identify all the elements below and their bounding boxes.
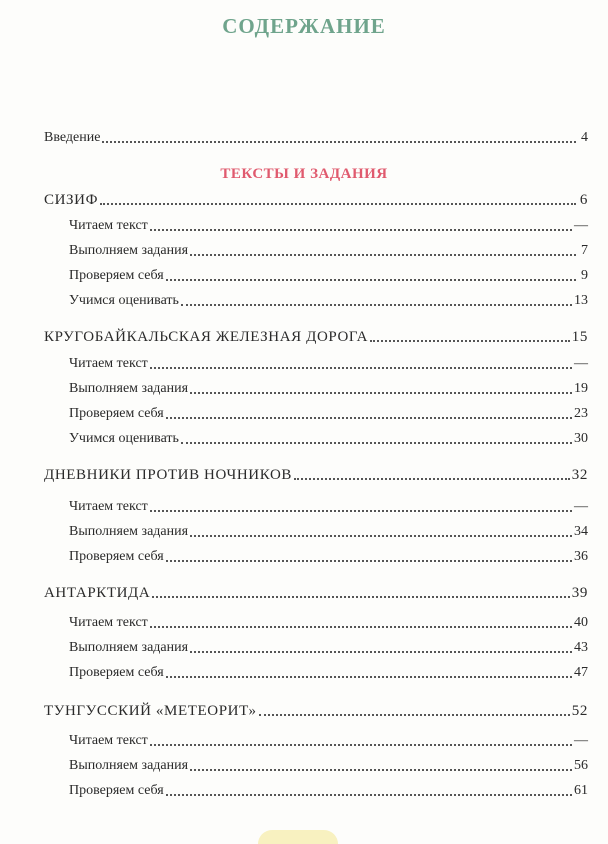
toc-entry-label: Читаем текст (69, 615, 148, 630)
toc-entry[interactable] (69, 266, 588, 286)
toc-entry[interactable] (69, 404, 588, 424)
toc-entry-label: Выполняем задания (69, 758, 189, 773)
toc-entry[interactable] (69, 216, 588, 236)
toc-chapter-page: 32 (571, 467, 588, 483)
dot-leader (190, 650, 572, 653)
dot-leader (100, 202, 576, 205)
toc-entry-page: — (574, 218, 588, 233)
toc-entry-page: 47 (574, 665, 588, 680)
dot-leader (150, 228, 572, 231)
toc-entry-page: 13 (574, 293, 588, 308)
toc-entry-intro[interactable] (44, 128, 588, 148)
toc-entry[interactable] (69, 756, 588, 776)
toc-entry-page: — (574, 499, 588, 514)
toc-entry[interactable] (69, 429, 588, 449)
toc-entry-label: Читаем текст (69, 499, 148, 514)
toc-entry-label: Проверяем себя (69, 268, 164, 283)
dot-leader (190, 768, 572, 771)
toc-entry-page: — (574, 356, 588, 371)
dot-leader (166, 675, 572, 678)
toc-entry-label: Читаем текст (69, 356, 148, 371)
toc-entry-label: Учимся оценивать (69, 431, 179, 446)
page-tab-decoration (258, 830, 338, 844)
toc-entry[interactable] (69, 354, 588, 374)
dot-leader (190, 534, 572, 537)
toc-chapter-page: 6 (579, 192, 588, 208)
dot-leader (370, 339, 570, 342)
dot-leader (166, 559, 572, 562)
section-title: ТЕКСТЫ И ЗАДАНИЯ (220, 166, 388, 182)
toc-chapter-page: 39 (571, 585, 588, 601)
dot-leader (166, 793, 572, 796)
toc-chapter-label: ТУНГУССКИЙ «МЕТЕОРИТ» (44, 703, 257, 719)
toc-entry[interactable] (69, 547, 588, 567)
page-title: СОДЕРЖАНИЕ (222, 14, 386, 38)
toc-entry[interactable] (69, 613, 588, 633)
toc-chapter[interactable] (44, 327, 588, 347)
toc-entry[interactable] (69, 241, 588, 261)
toc-entry[interactable] (69, 663, 588, 683)
toc-chapter[interactable] (44, 583, 588, 603)
toc-entry-page: 34 (574, 524, 588, 539)
toc-entry-label: Учимся оценивать (69, 293, 179, 308)
toc-entry-page: 36 (574, 549, 588, 564)
toc-entry-page: 7 (581, 243, 588, 258)
toc-chapter-label: АНТАРКТИДА (44, 585, 151, 601)
dot-leader (150, 509, 572, 512)
dot-leader (150, 625, 572, 628)
toc-entry-page: 30 (574, 431, 588, 446)
toc-entry-label: Проверяем себя (69, 665, 164, 680)
toc-entry[interactable] (69, 781, 588, 801)
dot-leader (190, 391, 572, 394)
toc-chapter-label: ДНЕВНИКИ ПРОТИВ НОЧНИКОВ (44, 467, 292, 483)
toc-entry-page: 23 (574, 406, 588, 421)
toc-chapter[interactable] (44, 465, 588, 485)
toc-entry-page: 9 (581, 268, 588, 283)
toc-entry-page: 43 (574, 640, 588, 655)
toc-entry-page: 4 (581, 130, 588, 145)
toc-chapter[interactable] (44, 701, 588, 721)
toc-entry-label: Проверяем себя (69, 783, 164, 798)
toc-entry-label: Выполняем задания (69, 640, 189, 655)
dot-leader (181, 441, 572, 444)
toc-chapter[interactable] (44, 190, 588, 210)
toc-entry-label: Выполняем задания (69, 524, 189, 539)
toc-entry-label: Выполняем задания (69, 243, 189, 258)
toc-entry[interactable] (69, 379, 588, 399)
toc-entry-label: Читаем текст (69, 733, 148, 748)
toc-entry-page: — (574, 733, 588, 748)
dot-leader (150, 743, 572, 746)
toc-entry-label: Выполняем задания (69, 381, 189, 396)
toc-chapter-label: СИЗИФ (44, 192, 99, 208)
toc-entry-label: Читаем текст (69, 218, 148, 233)
toc-entry[interactable] (69, 497, 588, 517)
dot-leader (259, 713, 570, 716)
toc-entry[interactable] (69, 731, 588, 751)
dot-leader (190, 253, 576, 256)
toc-entry-page: 40 (574, 615, 588, 630)
dot-leader (150, 366, 572, 369)
toc-entry-label: Проверяем себя (69, 549, 164, 564)
toc-entry-page: 19 (574, 381, 588, 396)
toc-entry[interactable] (69, 291, 588, 311)
toc-entry-page: 61 (574, 783, 588, 798)
toc-entry-label: Проверяем себя (69, 406, 164, 421)
dot-leader (294, 477, 570, 480)
dot-leader (181, 303, 572, 306)
toc-entry-label: Введение (44, 130, 101, 145)
toc-chapter-page: 52 (571, 703, 588, 719)
toc-entry[interactable] (69, 638, 588, 658)
toc-chapter-page: 15 (571, 329, 588, 345)
dot-leader (102, 140, 576, 143)
dot-leader (166, 416, 572, 419)
toc-chapter-label: КРУГОБАЙКАЛЬСКАЯ ЖЕЛЕЗНАЯ ДОРОГА (44, 329, 369, 345)
toc-entry-page: 56 (574, 758, 588, 773)
dot-leader (166, 278, 576, 281)
dot-leader (152, 595, 569, 598)
toc-entry[interactable] (69, 522, 588, 542)
